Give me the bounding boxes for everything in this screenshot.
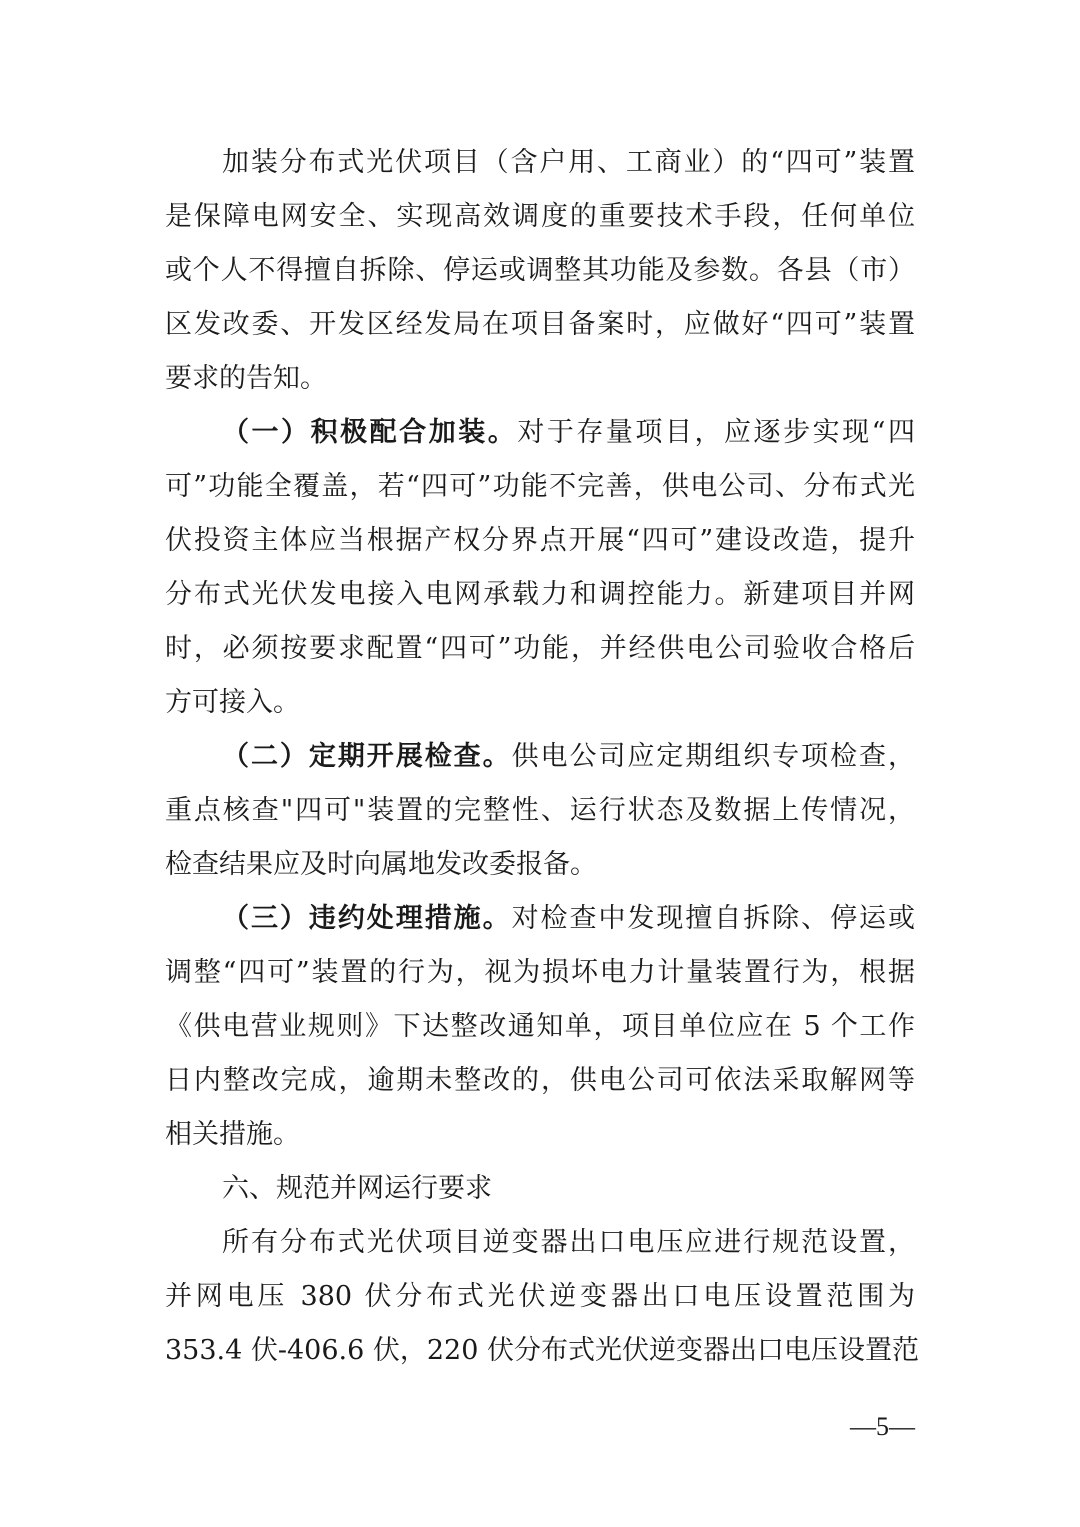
- line-text: 区发改委、开发区经发局在项目备案时，应做好“四可”装置: [165, 309, 915, 340]
- line-text: 供电公司应定期组织专项检查，: [511, 741, 916, 772]
- line-text: 六、规范并网运行要求: [222, 1173, 492, 1204]
- text-line: [165, 784, 915, 838]
- line-text: 日内整改完成，逾期未整改的，供电公司可依法采取解网等: [165, 1065, 915, 1096]
- line-text: 353.4 伏-406.6 伏，220 伏分布式光伏逆变器出口电压设置范: [165, 1335, 919, 1366]
- paragraph: [165, 892, 915, 1162]
- text-line: [165, 730, 915, 784]
- text-line: [165, 352, 915, 406]
- line-text: 对于存量项目，应逐步实现“四: [517, 417, 916, 448]
- line-text: 或个人不得擅自拆除、停运或调整其功能及参数。各县（市）: [165, 255, 915, 286]
- text-line: [165, 892, 915, 946]
- paragraph-lead: （二）定期开展检查。: [222, 741, 512, 772]
- line-text: 所有分布式光伏项目逆变器出口电压应进行规范设置，: [222, 1227, 915, 1258]
- text-line: [165, 514, 915, 568]
- text-line: [165, 1270, 915, 1324]
- line-text: 检查结果应及时向属地发改委报备。: [165, 849, 597, 880]
- text-line: [165, 1000, 915, 1054]
- paragraph: [165, 730, 915, 892]
- line-text: 相关措施。: [165, 1119, 300, 1150]
- text-line: [165, 1162, 915, 1216]
- text-line: [165, 568, 915, 622]
- text-line: [165, 1324, 919, 1378]
- text-line: [165, 1216, 915, 1270]
- line-text: 方可接入。: [165, 687, 300, 718]
- text-line: [165, 946, 915, 1000]
- text-line: [165, 1108, 915, 1162]
- line-text: 分布式光伏发电接入电网承载力和调控能力。新建项目并网: [165, 579, 915, 610]
- text-line: [165, 676, 915, 730]
- text-line: [165, 838, 915, 892]
- paragraph-lead: （一）积极配合加装。: [222, 417, 518, 448]
- line-text: 时，必须按要求配置“四可”功能，并经供电公司验收合格后: [165, 633, 915, 664]
- text-line: [165, 1054, 915, 1108]
- line-text: 调整“四可”装置的行为，视为损坏电力计量装置行为，根据: [165, 957, 915, 988]
- text-line: [165, 244, 915, 298]
- paragraph-lead: （三）违约处理措施。: [222, 903, 512, 934]
- line-text: 加装分布式光伏项目（含户用、工商业）的“四可”装置: [222, 147, 915, 178]
- paragraph: [165, 1216, 919, 1378]
- text-line: [165, 406, 915, 460]
- line-text: 并网电压 380 伏分布式光伏逆变器出口电压设置范围为: [165, 1281, 915, 1312]
- line-text: 伏投资主体应当根据产权分界点开展“四可”建设改造，提升: [165, 525, 915, 556]
- paragraph: [165, 136, 915, 406]
- line-text: 对检查中发现擅自拆除、停运或: [511, 903, 916, 934]
- text-line: [165, 190, 915, 244]
- line-text: 重点核查"四可"装置的完整性、运行状态及数据上传情况，: [165, 795, 915, 826]
- line-text: 可”功能全覆盖，若“四可”功能不完善，供电公司、分布式光: [165, 471, 915, 502]
- line-text: 是保障电网安全、实现高效调度的重要技术手段，任何单位: [165, 201, 915, 232]
- text-line: [165, 622, 915, 676]
- document-body: [165, 136, 919, 1378]
- section-heading: [165, 1162, 915, 1216]
- text-line: [165, 460, 915, 514]
- line-text: 要求的告知。: [165, 363, 327, 394]
- text-line: [165, 136, 915, 190]
- page-number: —5—: [850, 1412, 915, 1441]
- line-text: 《供电营业规则》下达整改通知单，项目单位应在 5 个工作: [165, 1011, 915, 1042]
- text-line: [165, 298, 915, 352]
- paragraph: [165, 406, 915, 730]
